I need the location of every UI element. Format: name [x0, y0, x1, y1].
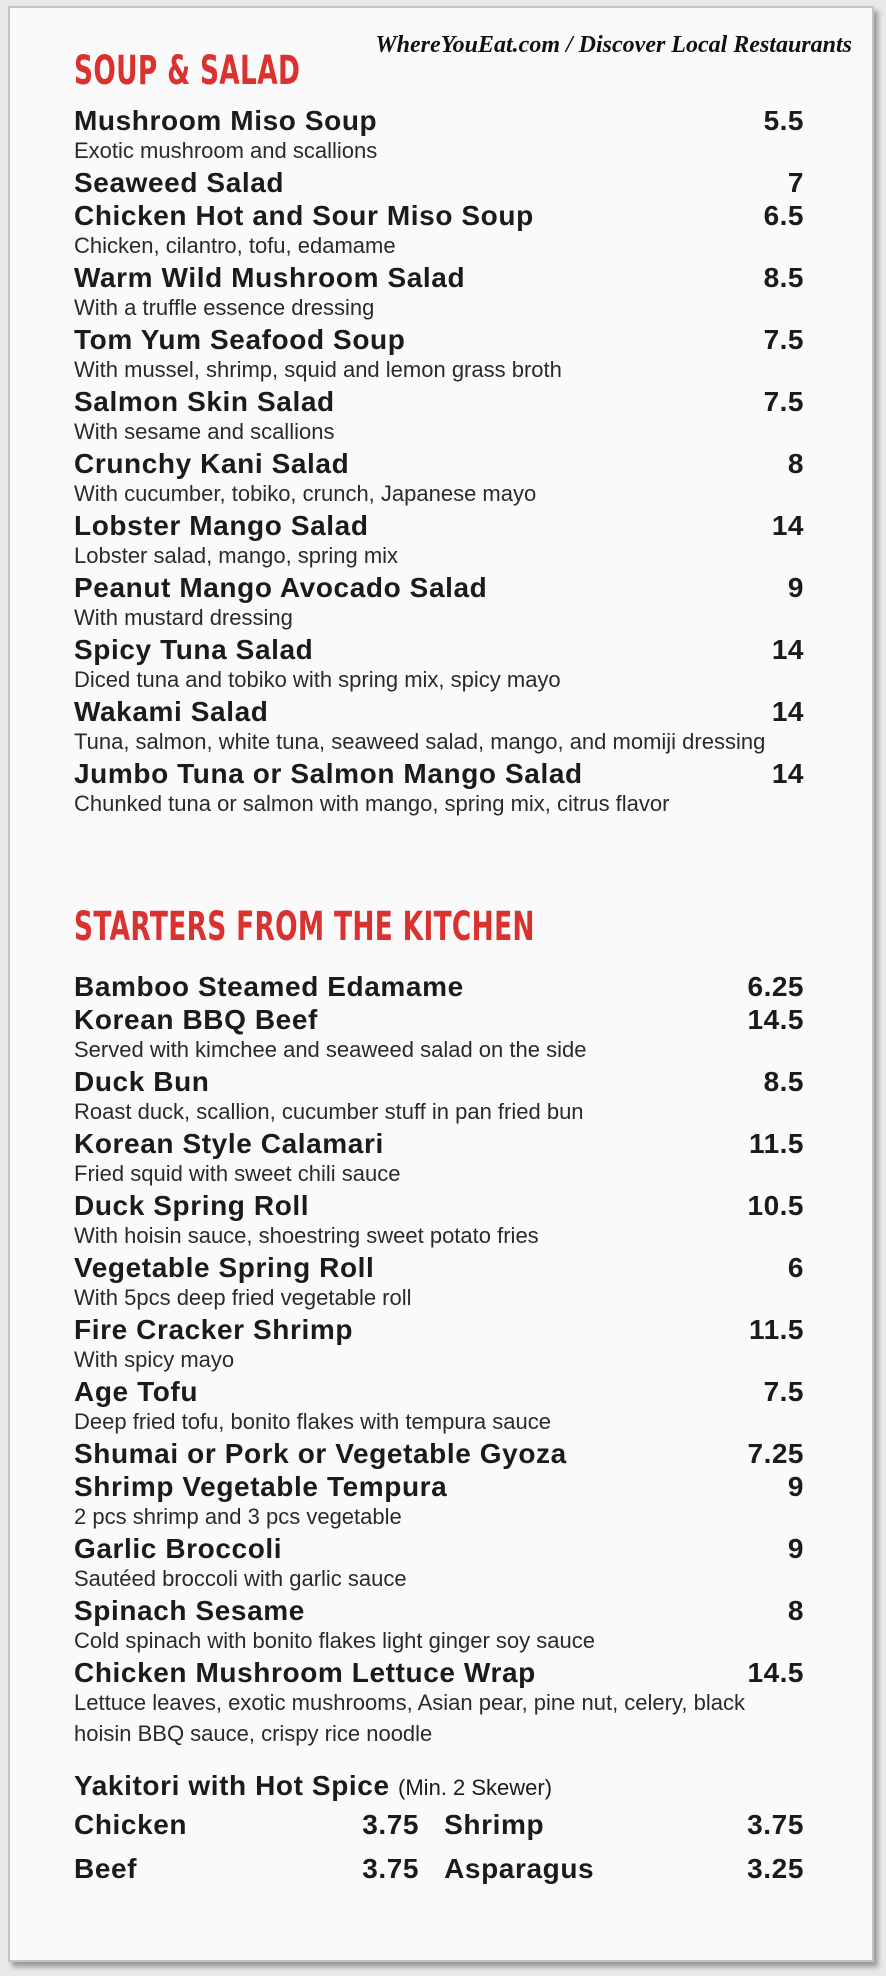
menu-item-price: 7 [787, 167, 804, 198]
menu-item-row [74, 385, 804, 418]
yakitori-option-price: 3.75 [362, 1853, 420, 1884]
menu-item-price: 6.5 [763, 200, 804, 231]
menu-item-name: Korean BBQ Beef [74, 1004, 318, 1035]
menu-item-name: Tom Yum Seafood Soup [74, 324, 406, 355]
menu-item-name: Korean Style Calamari [74, 1128, 384, 1159]
menu-item-name: Age Tofu [74, 1376, 199, 1407]
section-title-starters: STARTERS FROM THE KITCHEN [74, 904, 535, 950]
menu-item-name: Seaweed Salad [74, 167, 285, 198]
menu-item-name: Shumai or Pork or Vegetable Gyoza [74, 1438, 567, 1469]
menu-item [74, 1251, 804, 1313]
menu-item [74, 385, 804, 447]
menu-item-description: Chicken, cilantro, tofu, edamame [74, 233, 396, 258]
menu-item-row [74, 447, 804, 480]
menu-item-row [74, 1313, 804, 1346]
yakitori-option [434, 1847, 804, 1891]
menu-item-description: With a truffle essence dressing [74, 295, 375, 320]
menu-item-name: Chicken Hot and Sour Miso Soup [74, 200, 534, 231]
menu-item-price: 11.5 [749, 1314, 804, 1345]
menu-item-price: 6 [787, 1252, 804, 1283]
menu-item-name: Lobster Mango Salad [74, 510, 369, 541]
menu-item-row [74, 1003, 804, 1036]
menu-item-price: 5.5 [763, 105, 804, 136]
menu-item-row [74, 757, 804, 790]
menu-item-price: 10.5 [747, 1190, 804, 1221]
menu-item-description: Chunked tuna or salmon with mango, spring mix, citrus flavor [74, 791, 670, 816]
menu-item [74, 970, 804, 1003]
menu-item-description: With 5pcs deep fried vegetable roll [74, 1285, 412, 1310]
menu-item-row [74, 1189, 804, 1222]
yakitori-option [74, 1803, 434, 1847]
menu-item-price: 8.5 [763, 1066, 804, 1097]
menu-item [74, 1375, 804, 1437]
starters-list [74, 970, 804, 1749]
yakitori-option-name: Asparagus [444, 1853, 595, 1884]
menu-item-row [74, 166, 804, 199]
menu-item-price: 11.5 [749, 1128, 804, 1159]
menu-item-row [74, 104, 804, 137]
menu-item-row [74, 509, 804, 542]
menu-item [74, 1532, 804, 1594]
menu-item-description: Roast duck, scallion, cucumber stuff in pan fried bun [74, 1099, 584, 1124]
yakitori-options [74, 1803, 804, 1891]
menu-item [74, 571, 804, 633]
menu-item-row [74, 1065, 804, 1098]
menu-item-row [74, 1656, 804, 1689]
menu-item-price: 8 [787, 448, 804, 479]
yakitori-option-price: 3.75 [747, 1809, 804, 1840]
menu-item-row [74, 261, 804, 294]
menu-item-name: Crunchy Kani Salad [74, 448, 350, 479]
menu-item-row [74, 633, 804, 666]
menu-item [74, 1003, 804, 1065]
menu-item-description: Diced tuna and tobiko with spring mix, spicy mayo [74, 667, 561, 692]
menu-item-name: Bamboo Steamed Edamame [74, 971, 464, 1002]
yakitori-option-name: Chicken [74, 1809, 188, 1840]
yakitori-option [74, 1847, 434, 1891]
menu-item-description: Deep fried tofu, bonito flakes with tempura sauce [74, 1409, 551, 1434]
yakitori-title: Yakitori with Hot Spice [74, 1770, 390, 1801]
yakitori-note: (Min. 2 Skewer) [398, 1775, 553, 1800]
menu-item-name: Jumbo Tuna or Salmon Mango Salad [74, 758, 583, 789]
menu-item-name: Spinach Sesame [74, 1595, 305, 1626]
menu-item-row [74, 1375, 804, 1408]
menu-item-row [74, 1532, 804, 1565]
menu-item-description: Cold spinach with bonito flakes light ginger soy sauce [74, 1628, 595, 1653]
menu-item [74, 1656, 804, 1749]
menu-item-description: 2 pcs shrimp and 3 pcs vegetable [74, 1504, 402, 1529]
menu-item-description: With spicy mayo [74, 1347, 235, 1372]
menu-item-name: Duck Bun [74, 1066, 210, 1097]
yakitori-row [74, 1803, 804, 1847]
menu-item [74, 1470, 804, 1532]
soup-salad-list [74, 104, 804, 819]
yakitori-option-name: Beef [74, 1853, 138, 1884]
menu-item-description: With mustard dressing [74, 605, 293, 630]
yakitori-option-price: 3.75 [362, 1809, 420, 1840]
menu-item-price: 7.5 [763, 324, 804, 355]
menu-item [74, 695, 804, 757]
menu-item-description: Exotic mushroom and scallions [74, 138, 378, 163]
menu-item [74, 104, 804, 166]
menu-item-name: Warm Wild Mushroom Salad [74, 262, 466, 293]
menu-item [74, 1437, 804, 1470]
menu-item-price: 14.5 [747, 1004, 804, 1035]
menu-item-name: Fire Cracker Shrimp [74, 1314, 354, 1345]
menu-item [74, 261, 804, 323]
menu-item-price: 14 [771, 758, 804, 789]
menu-item [74, 1313, 804, 1375]
menu-item-price: 14 [771, 634, 804, 665]
section-title-soup-salad: SOUP & SALAD [74, 48, 301, 94]
menu-item-description: Sautéed broccoli with garlic sauce [74, 1566, 407, 1591]
menu-item [74, 1594, 804, 1656]
menu-item-price: 9 [787, 1533, 804, 1564]
menu-page [8, 6, 874, 1962]
menu-item-price: 8 [787, 1595, 804, 1626]
site-watermark: WhereYouEat.com / Discover Local Restaurants [375, 32, 852, 58]
menu-item-description: Lobster salad, mango, spring mix [74, 543, 399, 568]
menu-item-description: Fried squid with sweet chili sauce [74, 1161, 401, 1186]
menu-item-row [74, 695, 804, 728]
menu-item [74, 1127, 804, 1189]
menu-item-price: 9 [787, 572, 804, 603]
menu-item-price: 14 [771, 510, 804, 541]
menu-item-description: Served with kimchee and seaweed salad on the side [74, 1037, 587, 1062]
menu-item-name: Salmon Skin Salad [74, 386, 335, 417]
menu-item-price: 6.25 [747, 971, 804, 1002]
menu-item-row [74, 970, 804, 1003]
menu-item-row [74, 1437, 804, 1470]
menu-item-description: With sesame and scallions [74, 419, 335, 444]
menu-item [74, 447, 804, 509]
menu-item-price: 14 [771, 696, 804, 727]
menu-item-description: With cucumber, tobiko, crunch, Japanese mayo [74, 481, 537, 506]
menu-item-row [74, 1251, 804, 1284]
menu-item [74, 199, 804, 261]
menu-item [74, 166, 804, 199]
menu-item-name: Spicy Tuna Salad [74, 634, 314, 665]
menu-item-price: 8.5 [763, 262, 804, 293]
menu-item-name: Duck Spring Roll [74, 1190, 310, 1221]
menu-item-name: Vegetable Spring Roll [74, 1252, 375, 1283]
menu-item-row [74, 1594, 804, 1627]
menu-item-description: With hoisin sauce, shoestring sweet potato fries [74, 1223, 539, 1248]
menu-item-price: 7.25 [747, 1438, 804, 1469]
menu-item-row [74, 1127, 804, 1160]
yakitori-option-name: Shrimp [444, 1809, 545, 1840]
menu-item-price: 7.5 [763, 386, 804, 417]
menu-item-description: Tuna, salmon, white tuna, seaweed salad, mango, and momiji dressing [74, 729, 766, 754]
menu-item [74, 323, 804, 385]
menu-item-name: Peanut Mango Avocado Salad [74, 572, 488, 603]
menu-item-price: 14.5 [747, 1657, 804, 1688]
menu-item-row [74, 571, 804, 604]
menu-item-description: With mussel, shrimp, squid and lemon grass broth [74, 357, 562, 382]
menu-item-row [74, 199, 804, 232]
yakitori-row [74, 1847, 804, 1891]
menu-item-name: Chicken Mushroom Lettuce Wrap [74, 1657, 536, 1688]
menu-item [74, 1189, 804, 1251]
menu-item [74, 509, 804, 571]
menu-item [74, 633, 804, 695]
menu-item [74, 1065, 804, 1127]
menu-item-row [74, 1470, 804, 1503]
menu-item-price: 9 [787, 1471, 804, 1502]
yakitori-header [74, 1769, 804, 1802]
yakitori-option-price: 3.25 [747, 1853, 804, 1884]
menu-item-name: Shrimp Vegetable Tempura [74, 1471, 448, 1502]
menu-item-name: Mushroom Miso Soup [74, 105, 378, 136]
menu-item [74, 757, 804, 819]
yakitori-option [434, 1803, 804, 1847]
menu-item-name: Garlic Broccoli [74, 1533, 283, 1564]
menu-item-price: 7.5 [763, 1376, 804, 1407]
menu-item-row [74, 323, 804, 356]
menu-item-description: Lettuce leaves, exotic mushrooms, Asian pear, pine nut, celery, black hoisin BBQ sauce, crispy rice noodle [74, 1690, 745, 1746]
menu-item-name: Wakami Salad [74, 696, 269, 727]
